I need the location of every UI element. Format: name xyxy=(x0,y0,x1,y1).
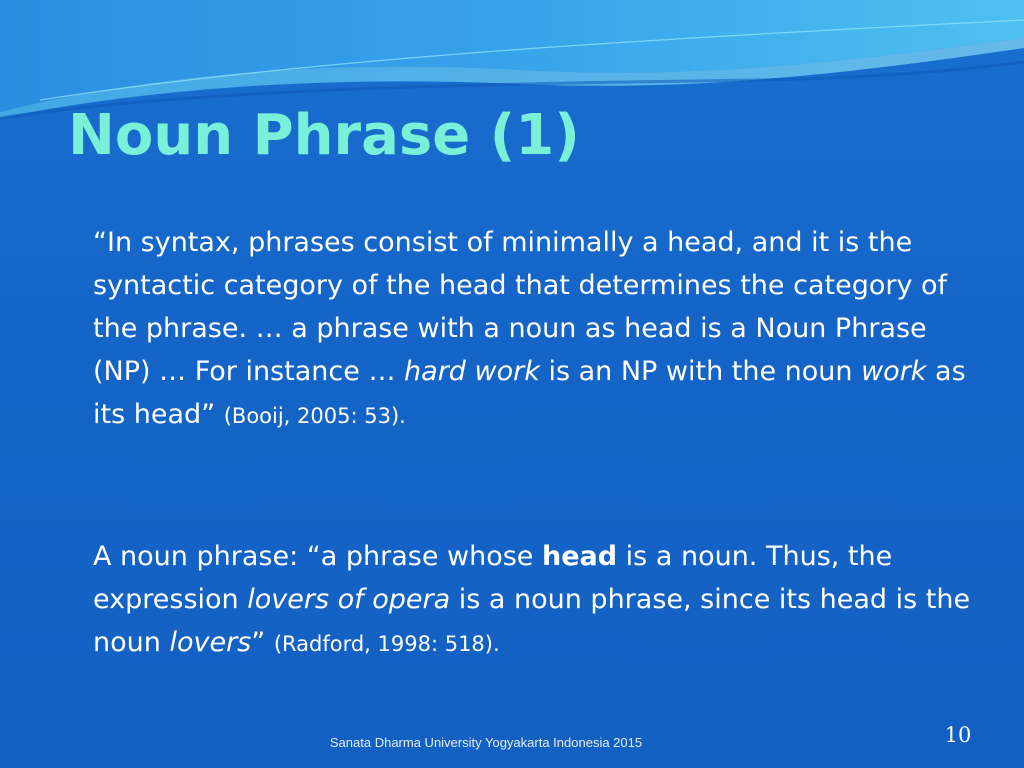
radford-definition xyxy=(93,535,973,666)
example-head-noun: lovers xyxy=(169,627,252,658)
emphasized-term: head xyxy=(542,541,618,572)
example-phrase: lovers of opera xyxy=(247,584,451,615)
citation: (Radford, 1998: 518). xyxy=(273,632,500,656)
page-number: 10 xyxy=(944,723,972,747)
example-head-noun: work xyxy=(861,356,927,387)
footer-text: Sanata Dharma University Yogyakarta Indonesia 2015 xyxy=(329,735,643,750)
citation: (Booij, 2005: 53). xyxy=(223,404,406,428)
definition-text: A noun phrase: “a phrase whose xyxy=(93,541,542,572)
quote-text: “In syntax, phrases consist of minimally a head, and it is the syntactic category of the head that determines the category of the phrase. … a phrase with a noun as head is a Noun Phrase (NP) … For instance … xyxy=(93,227,948,387)
quote-text: is an NP with the noun xyxy=(539,356,862,387)
booij-quote xyxy=(93,221,973,438)
slide-title: Noun Phrase (1) xyxy=(68,103,580,168)
definition-text: is a noun phrase, since its head is the noun xyxy=(93,584,971,658)
definition-text: is a noun. Thus, the expression xyxy=(93,541,893,615)
quote-text: as its head” xyxy=(93,356,966,430)
definition-text: ” xyxy=(251,627,274,658)
example-phrase: hard work xyxy=(404,356,540,387)
